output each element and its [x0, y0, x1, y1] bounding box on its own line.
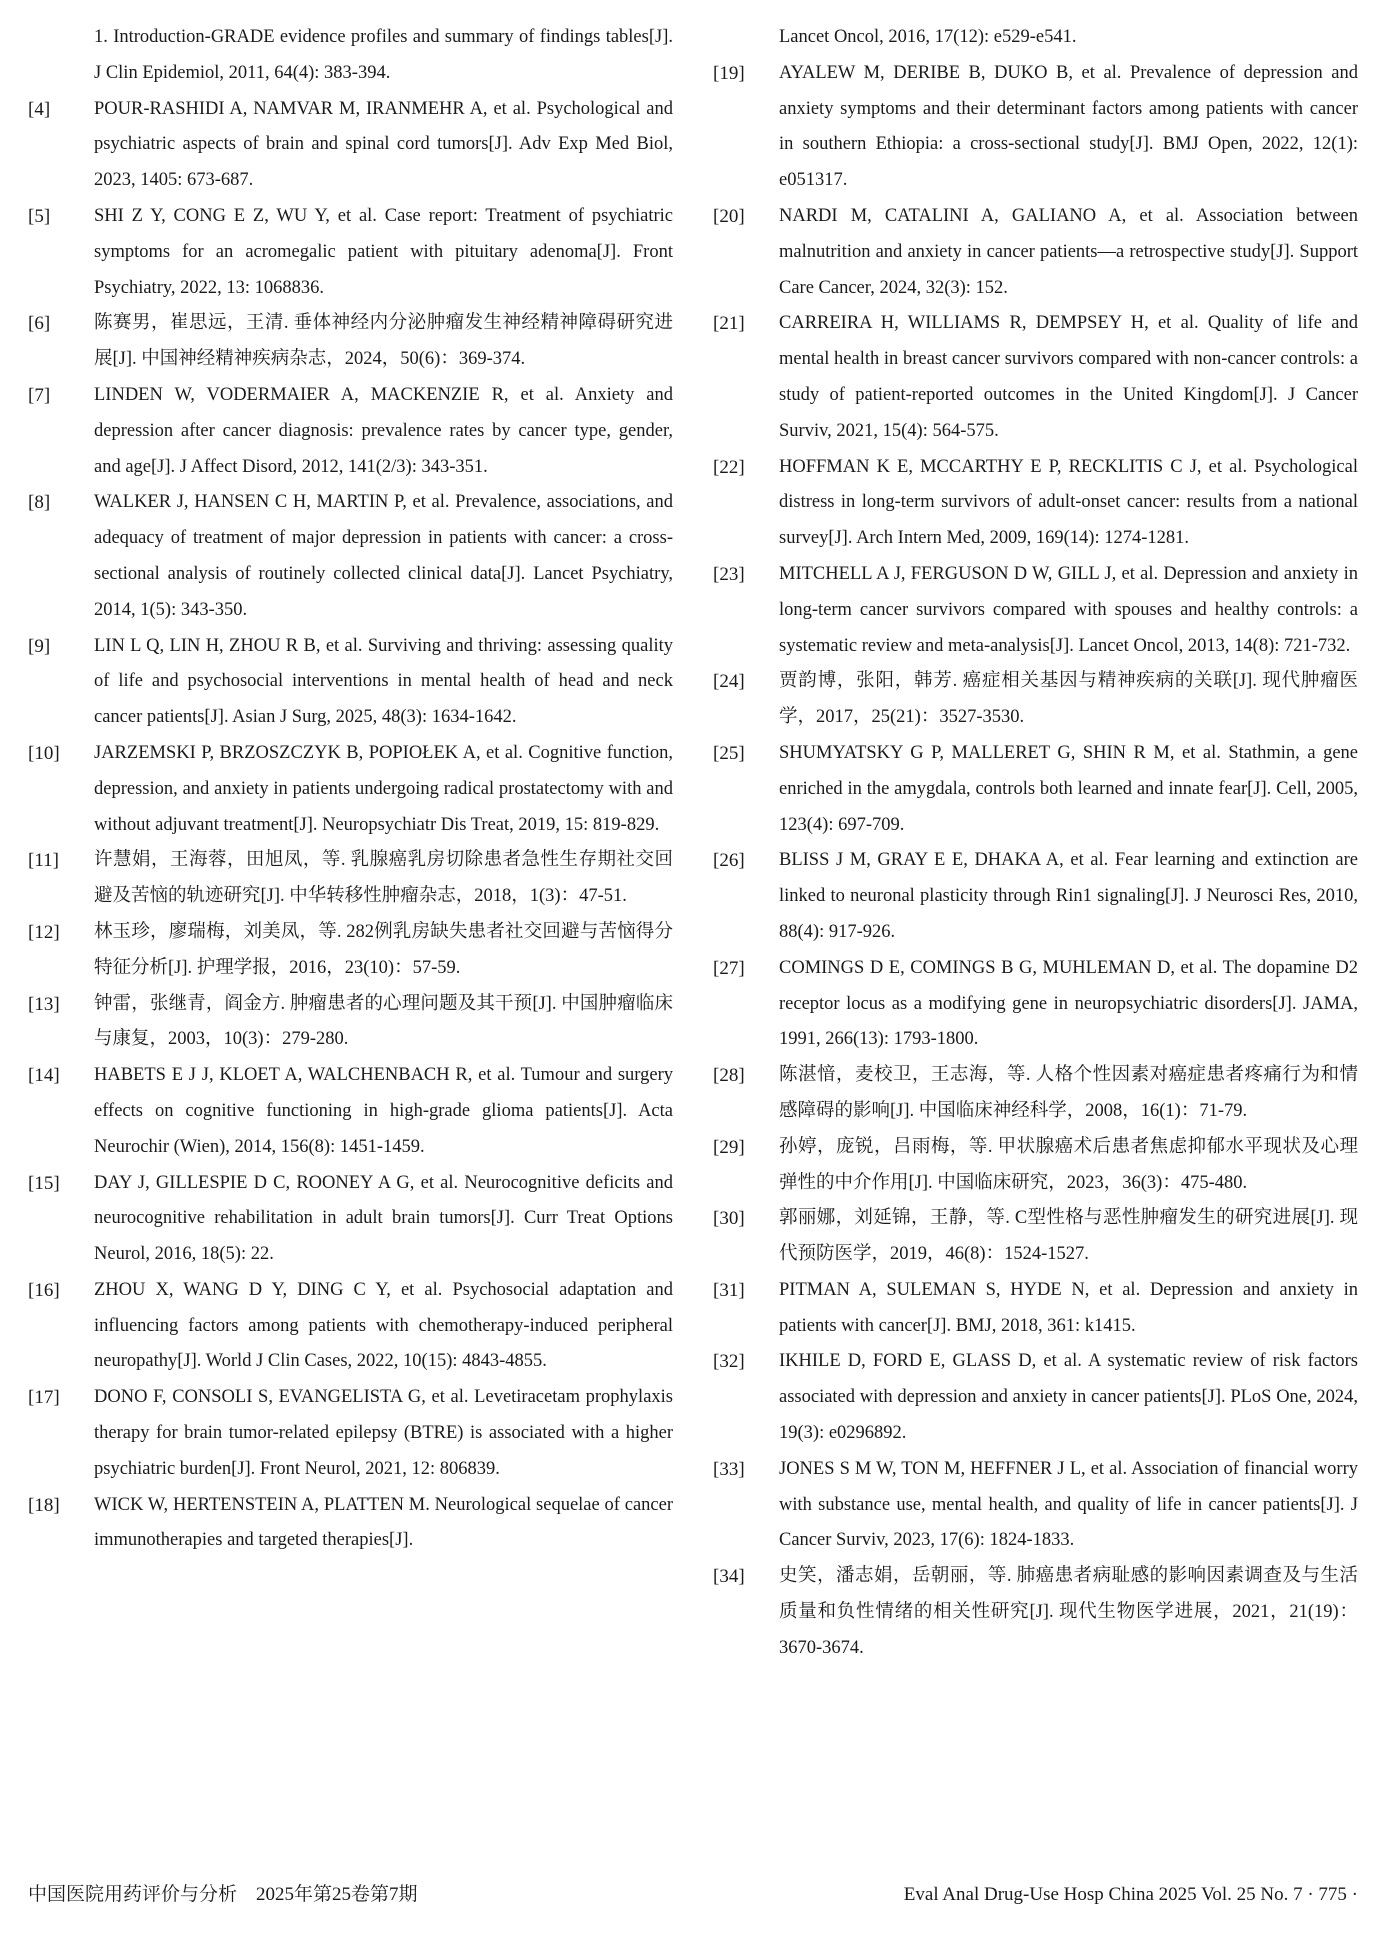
reference-text: 贾韵博，张阳，韩芳. 癌症相关基因与精神疾病的关联[J]. 现代肿瘤医学，2017，25(21)：3527-3530. [779, 671, 1358, 728]
reference-item [28, 915, 673, 987]
reference-text: 陈赛男，崔思远，王清. 垂体神经内分泌肿瘤发生神经精神障碍研究进展[J]. 中国神经精神疾病杂志，2024，50(6)：369-374. [94, 313, 673, 370]
reference-text: Lancet Oncol, 2016, 17(12): e529-e541. [779, 27, 1077, 47]
reference-text: WICK W, HERTENSTEIN A, PLATTEN M. Neurological sequelae of cancer immunotherapies and targeted therapies[J]. [94, 1494, 673, 1551]
reference-text: ZHOU X, WANG D Y, DING C Y, et al. Psychosocial adaptation and influencing factors among patients with chemotherapy-induced peripheral neuropathy[J]. World J Clin Cases, 2022, 10(15): 4843-4855. [94, 1279, 673, 1372]
reference-list-left [28, 92, 673, 1560]
reference-item [713, 664, 1358, 736]
reference-item [713, 1130, 1358, 1202]
reference-continuation [713, 20, 1358, 56]
reference-number: [4] [28, 98, 51, 120]
reference-item [713, 736, 1358, 843]
reference-text: 郭丽娜，刘延锦，王静，等. C型性格与恶性肿瘤发生的研究进展[J]. 现代预防医学，2019，46(8)：1524-1527. [779, 1208, 1358, 1265]
reference-text: HOFFMAN K E, MCCARTHY E P, RECKLITIS C J, et al. Psychological distress in long-term survivors of adult-onset cancer: results from a national survey[J]. Arch Intern Med, 2009, 169(14): 1274-1281. [779, 456, 1358, 549]
reference-item [713, 450, 1358, 557]
reference-text: DAY J, GILLESPIE D C, ROONEY A G, et al. Neurocognitive deficits and neurocognitive rehabilitation in adult brain tumors[J]. Curr Treat Options Neurol, 2016, 18(5): 22. [94, 1172, 673, 1265]
reference-list-right [713, 56, 1358, 1667]
reference-number: [33] [713, 1458, 745, 1480]
reference-text: JONES S M W, TON M, HEFFNER J L, et al. Association of financial worry with substance use, mental health, and quality of life in cancer patients[J]. J Cancer Surviv, 2023, 17(6): 1824-1833. [779, 1458, 1358, 1551]
reference-text: POUR-RASHIDI A, NAMVAR M, IRANMEHR A, et al. Psychological and psychiatric aspects of brain and spinal cord tumors[J]. Adv Exp Med Biol, 2023, 1405: 673-687. [94, 98, 673, 191]
reference-number: [23] [713, 563, 745, 585]
reference-item [28, 1380, 673, 1487]
reference-text: JARZEMSKI P, BRZOSZCZYK B, POPIOŁEK A, et al. Cognitive function, depression, and anxiety in patients undergoing radical prostatectomy with and without adjuvant treatment[J]. Neuropsychiatr Dis Treat, 2019, 15: 819-829. [94, 742, 673, 835]
reference-text: 1. Introduction-GRADE evidence profiles and summary of findings tables[J]. J Clin Epidemiol, 2011, 64(4): 383-394. [94, 27, 673, 83]
reference-text: DONO F, CONSOLI S, EVANGELISTA G, et al. Levetiracetam prophylaxis therapy for brain tumor-related epilepsy (BTRE) is associated with a higher psychiatric burden[J]. Front Neurol, 2021, 12: 806839. [94, 1387, 673, 1479]
reference-item [713, 306, 1358, 449]
reference-item [713, 557, 1358, 664]
footer-journal-cn: 中国医院用药评价与分析 2025年第25卷第7期 [28, 1884, 418, 1905]
reference-text: CARREIRA H, WILLIAMS R, DEMPSEY H, et al. Quality of life and mental health in breast cancer survivors compared with non-cancer controls: a study of patient-reported outcomes in the United Kingdom[J]. J Cancer Surviv, 2021, 15(4): 564-575. [779, 313, 1358, 441]
reference-text: PITMAN A, SULEMAN S, HYDE N, et al. Depression and anxiety in patients with cancer[J]. BMJ, 2018, 361: k1415. [779, 1279, 1358, 1336]
reference-number: [25] [713, 742, 745, 764]
reference-item [713, 1273, 1358, 1345]
reference-number: [7] [28, 384, 51, 406]
reference-number: [16] [28, 1279, 60, 1301]
reference-item [28, 1166, 673, 1273]
reference-number: [22] [713, 456, 745, 478]
reference-item [28, 1273, 673, 1380]
reference-text: WALKER J, HANSEN C H, MARTIN P, et al. Prevalence, associations, and adequacy of treatment of major depression in patients with cancer: a cross-sectional analysis of routinely collected clinical data[J]. Lancet Psychiatry, 2014, 1(5): 343-350. [94, 492, 673, 620]
right-column [713, 20, 1358, 1667]
reference-number: [30] [713, 1208, 745, 1230]
left-column [28, 20, 673, 1559]
reference-number: [15] [28, 1172, 60, 1194]
reference-number: [24] [713, 671, 745, 693]
reference-item [713, 199, 1358, 306]
reference-number: [9] [28, 635, 51, 657]
reference-text: AYALEW M, DERIBE B, DUKO B, et al. Prevalence of depression and anxiety symptoms and their determinant factors among patients with cancer in southern Ethiopia: a cross-sectional study[J]. BMJ Open, 2022, 12(1): e051317. [779, 62, 1358, 191]
reference-number: [20] [713, 205, 745, 227]
reference-item [28, 736, 673, 843]
reference-text: 陈湛愔，麦校卫，王志海，等. 人格个性因素对癌症患者疼痛行为和情感障碍的影响[J]. 中国临床神经科学，2008，16(1)：71-79. [779, 1065, 1358, 1121]
reference-item [713, 56, 1358, 199]
reference-text: COMINGS D E, COMINGS B G, MUHLEMAN D, et al. The dopamine D2 receptor locus as a modifying gene in neuropsychiatric disorders[J]. JAMA, 1991, 266(13): 1793-1800. [779, 957, 1358, 1050]
reference-text: 孙婷，庞锐，吕雨梅，等. 甲状腺癌术后患者焦虑抑郁水平现状及心理弹性的中介作用[J]. 中国临床研究，2023，36(3)：475-480. [779, 1136, 1358, 1193]
reference-number: [32] [713, 1351, 745, 1373]
reference-item [713, 1452, 1358, 1559]
reference-number: [29] [713, 1136, 745, 1158]
reference-item [713, 1201, 1358, 1273]
reference-text: BLISS J M, GRAY E E, DHAKA A, et al. Fear learning and extinction are linked to neuronal plasticity through Rin1 signaling[J]. J Neurosci Res, 2010, 88(4): 917-926. [779, 850, 1358, 942]
reference-text: IKHILE D, FORD E, GLASS D, et al. A systematic review of risk factors associated with depression and anxiety in cancer patients[J]. PLoS One, 2024, 19(3): e0296892. [779, 1351, 1358, 1444]
reference-text: HABETS E J J, KLOET A, WALCHENBACH R, et al. Tumour and surgery effects on cognitive functioning in high-grade glioma patients[J]. Acta Neurochir (Wien), 2014, 156(8): 1451-1459. [94, 1065, 673, 1157]
reference-item [28, 199, 673, 306]
reference-number: [17] [28, 1387, 60, 1409]
reference-number: [6] [28, 313, 51, 335]
reference-item [28, 629, 673, 736]
reference-number: [11] [28, 850, 59, 872]
reference-number: [34] [713, 1566, 745, 1588]
reference-text: 史笑，潘志娟，岳朝丽，等. 肺癌患者病耻感的影响因素调查及与生活质量和负性情绪的相关性研究[J]. 现代生物医学进展，2021，21(19)：3670-3674. [779, 1566, 1358, 1658]
reference-number: [12] [28, 921, 60, 943]
reference-number: [28] [713, 1065, 745, 1087]
reference-item [28, 987, 673, 1059]
reference-text: 钟雷，张继青，阎金方. 肿瘤患者的心理问题及其干预[J]. 中国肿瘤临床与康复，2003，10(3)：279-280. [94, 993, 673, 1050]
reference-item [28, 306, 673, 378]
reference-item [713, 1559, 1358, 1666]
reference-number: [10] [28, 742, 60, 764]
reference-item [28, 1058, 673, 1165]
reference-text: MITCHELL A J, FERGUSON D W, GILL J, et al. Depression and anxiety in long-term cancer survivors compared with spouses and healthy controls: a systematic review and meta-analysis[J]. Lancet Oncol, 2013, 14(8): 721-732. [779, 563, 1358, 656]
reference-text: LIN L Q, LIN H, ZHOU R B, et al. Surviving and thriving: assessing quality of life and psychosocial interventions in mental health of head and neck cancer patients[J]. Asian J Surg, 2025, 48(3): 1634-1642. [94, 635, 673, 728]
reference-number: [18] [28, 1494, 60, 1516]
reference-item [28, 485, 673, 628]
reference-item [713, 1058, 1358, 1130]
reference-number: [27] [713, 957, 745, 979]
reference-number: [13] [28, 993, 60, 1015]
footer-journal-en: Eval Anal Drug-Use Hosp China 2025 Vol. 25 No. 7 · 775 · [903, 1884, 1358, 1905]
reference-item [713, 951, 1358, 1058]
reference-item [713, 843, 1358, 950]
reference-number: [31] [713, 1279, 745, 1301]
reference-item [28, 92, 673, 199]
reference-continuation [28, 20, 673, 92]
reference-number: [21] [713, 313, 745, 335]
reference-item [28, 378, 673, 485]
reference-item [713, 1344, 1358, 1451]
reference-item [28, 1488, 673, 1560]
reference-number: [26] [713, 850, 745, 872]
reference-text: SHI Z Y, CONG E Z, WU Y, et al. Case report: Treatment of psychiatric symptoms for an acromegalic patient with pituitary adenoma[J]. Front Psychiatry, 2022, 13: 1068836. [94, 205, 673, 298]
reference-number: [5] [28, 205, 51, 227]
reference-text: 许慧娟，王海蓉，田旭凤，等. 乳腺癌乳房切除患者急性生存期社交回避及苦恼的轨迹研究[J]. 中华转移性肿瘤杂志，2018，1(3)：47-51. [94, 850, 673, 907]
reference-text: NARDI M, CATALINI A, GALIANO A, et al. Association between malnutrition and anxiety in cancer patients—a retrospective study[J]. Support Care Cancer, 2024, 32(3): 152. [779, 205, 1358, 298]
reference-text: LINDEN W, VODERMAIER A, MACKENZIE R, et al. Anxiety and depression after cancer diagnosis: prevalence rates by cancer type, gender, and age[J]. J Affect Disord, 2012, 141(2/3): 343-351. [94, 384, 673, 477]
reference-text: SHUMYATSKY G P, MALLERET G, SHIN R M, et al. Stathmin, a gene enriched in the amygdala, controls both learned and innate fear[J]. Cell, 2005, 123(4): 697-709. [779, 742, 1358, 835]
reference-text: 林玉珍，廖瑞梅，刘美凤，等. 282例乳房缺失患者社交回避与苦恼得分特征分析[J]. 护理学报，2016，23(10)：57-59. [94, 921, 673, 978]
reference-number: [8] [28, 492, 51, 514]
reference-item [28, 843, 673, 915]
reference-number: [14] [28, 1065, 60, 1087]
reference-number: [19] [713, 62, 745, 84]
